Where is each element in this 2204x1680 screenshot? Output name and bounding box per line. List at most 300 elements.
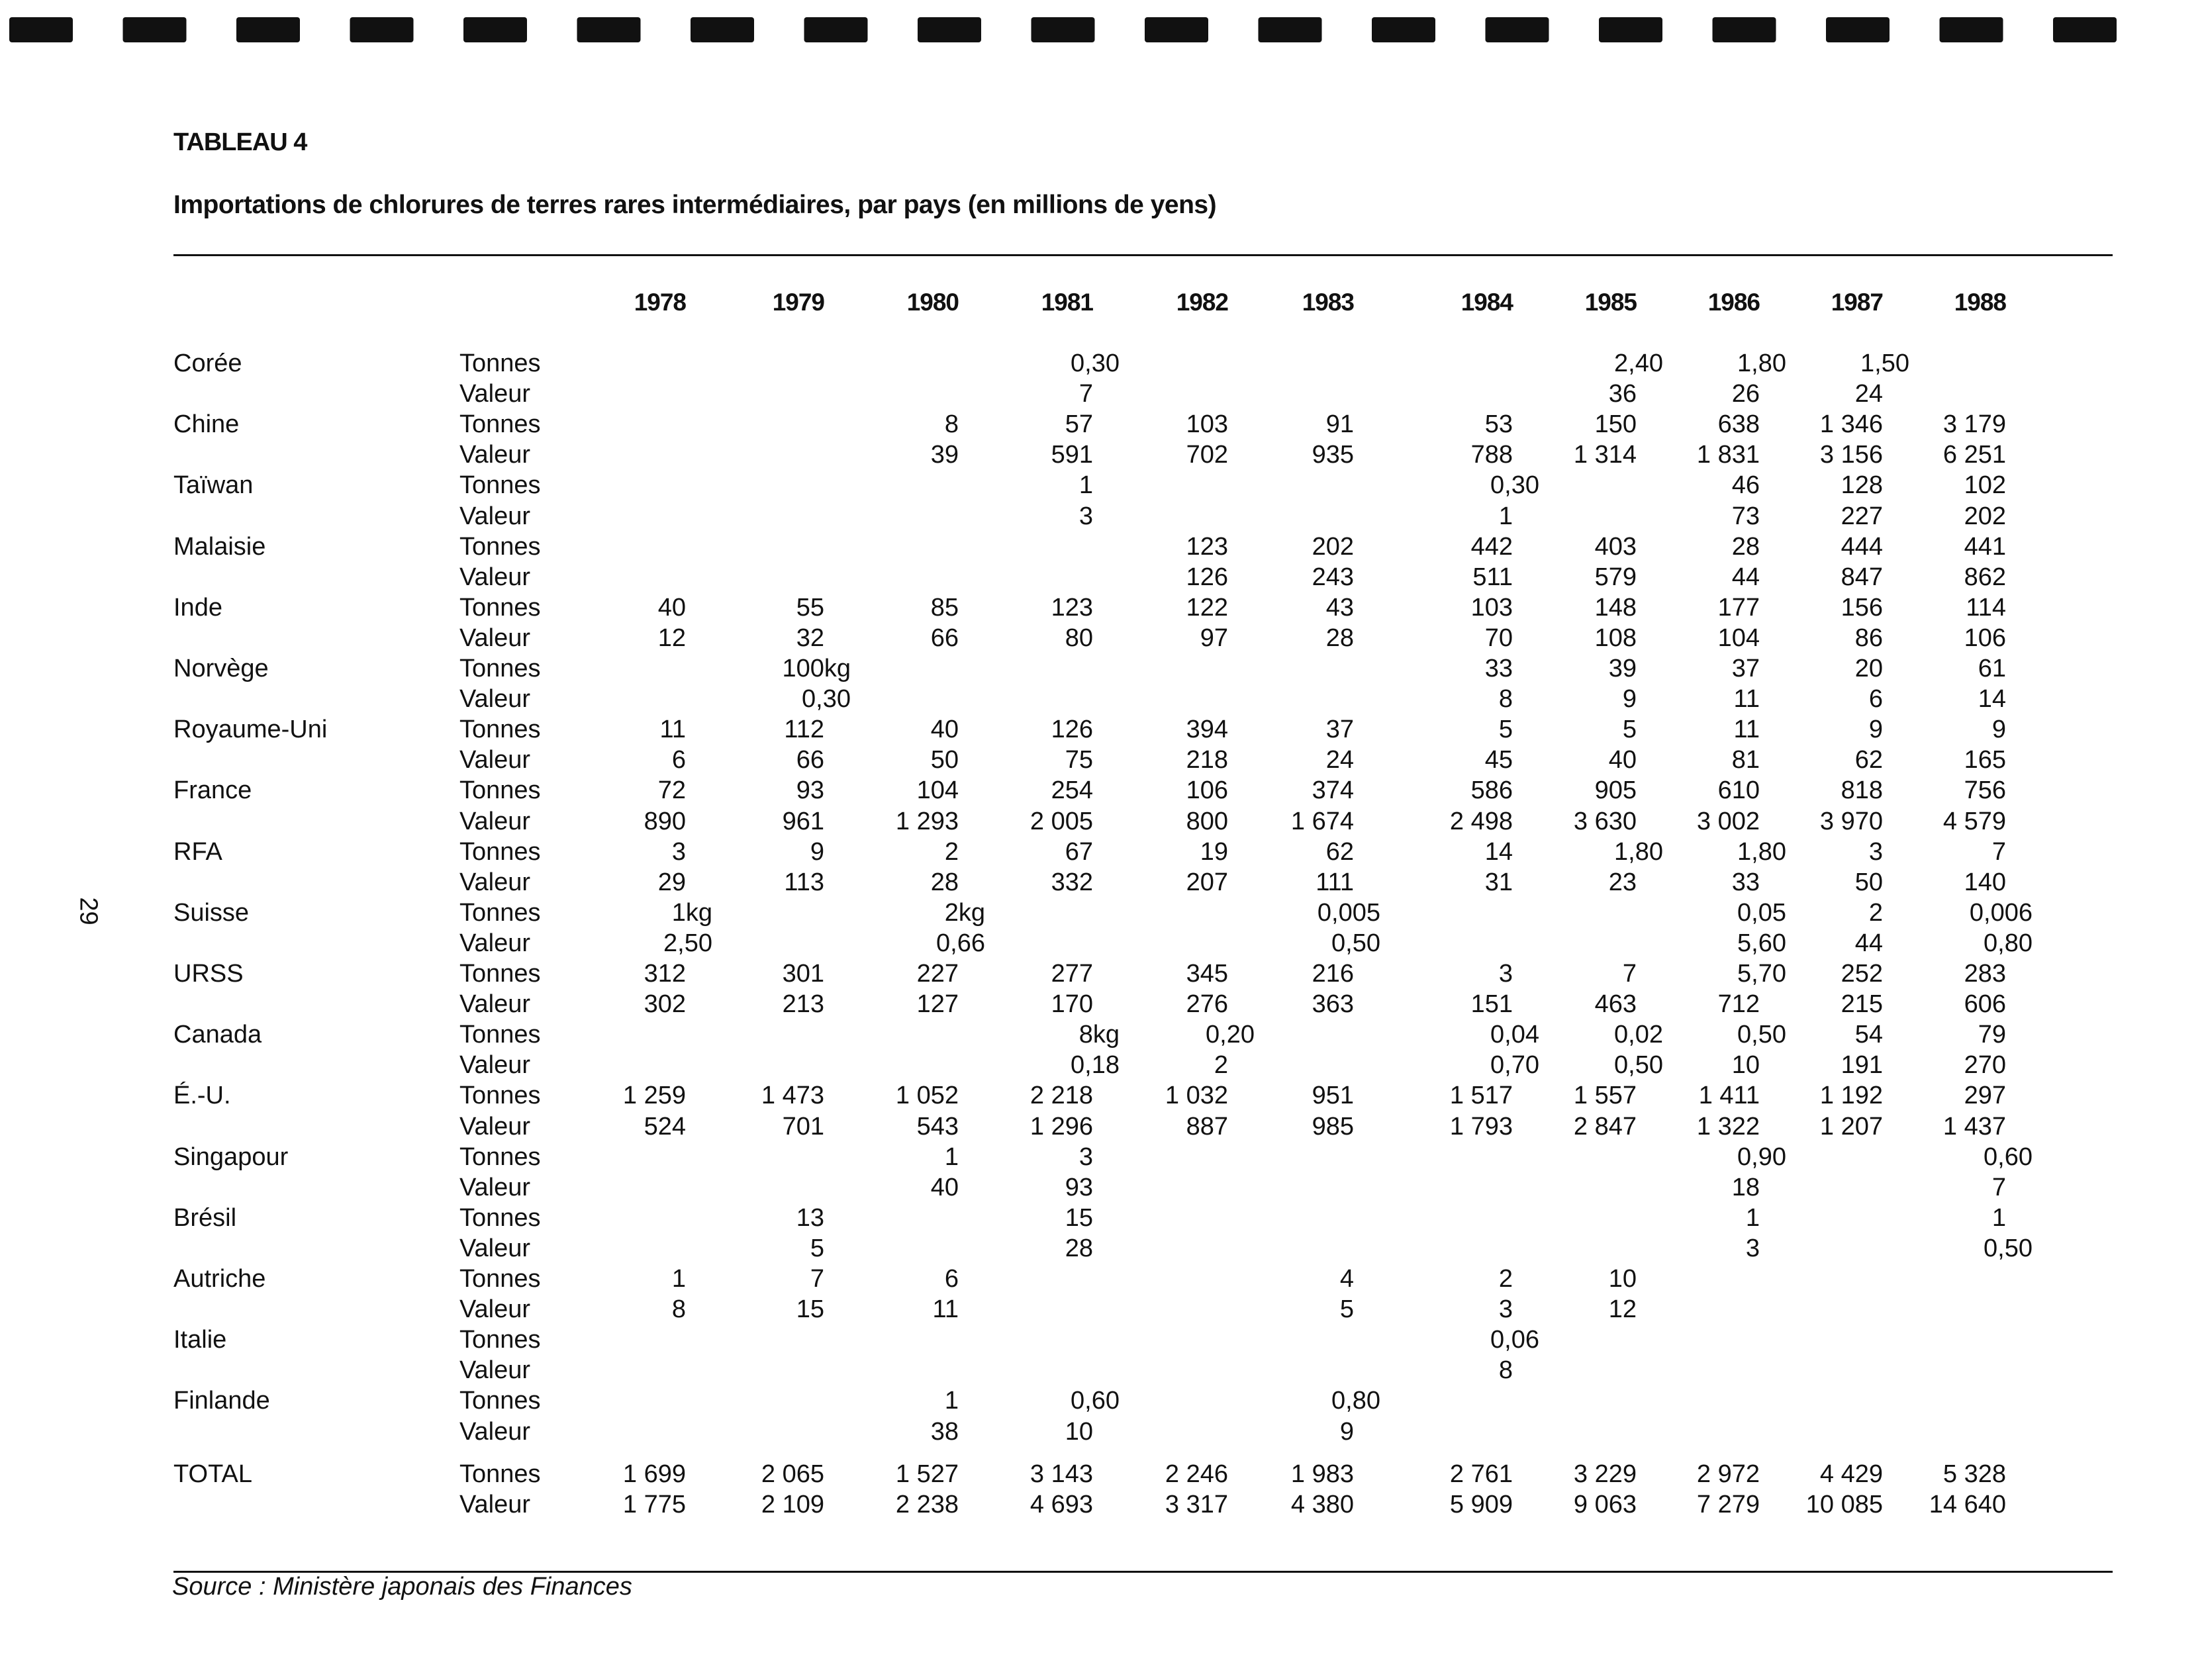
table-cell: 1 032 (1165, 1082, 1228, 1110)
country-label: Chine (173, 410, 240, 439)
year-header: 1986 (1707, 289, 1760, 316)
year-header: 1983 (1302, 289, 1354, 316)
table-cell: 1 527 (895, 1460, 959, 1488)
table-cell: 7 (1622, 960, 1637, 988)
table-cell: 36 (1608, 380, 1637, 408)
table-cell: 215 (1841, 990, 1883, 1019)
table-cell: 19 (1200, 837, 1228, 866)
table-cell: 33 (1484, 655, 1513, 682)
table-cell: 5,70 (1737, 960, 1786, 988)
table-cell: 15 (796, 1295, 824, 1324)
table-cell: 5 328 (1942, 1460, 2006, 1488)
table-cell: 57 (1065, 410, 1093, 439)
unit-label: Tonnes (459, 410, 541, 439)
table-cell: 55 (796, 593, 824, 622)
table-cell: 126 (1051, 716, 1093, 744)
table-cell: 61 (1978, 655, 2006, 682)
unit-label: Tonnes (459, 350, 541, 377)
table-cell: 37 (1325, 716, 1354, 744)
table-cell: 442 (1470, 532, 1513, 561)
table-cell: 2 246 (1165, 1460, 1228, 1488)
table-cell: 0,02 (1614, 1021, 1663, 1049)
table-cell: 151 (1470, 990, 1513, 1019)
unit-label: Tonnes (459, 1460, 541, 1488)
table-cell: 128 (1841, 471, 1883, 500)
table-cell: 0,60 (1984, 1143, 2033, 1171)
country-label: Taïwan (173, 471, 254, 500)
table-cell: 202 (1964, 502, 2006, 530)
table-cell: 374 (1312, 776, 1354, 805)
table-cell: 9 063 (1573, 1490, 1637, 1518)
unit-label: Valeur (459, 990, 531, 1019)
table-cell: 9 (810, 837, 824, 866)
unit-label: Valeur (459, 563, 531, 591)
table-cell: 1 437 (1942, 1112, 2006, 1141)
table-cell: 0,30 (1071, 350, 1120, 377)
unit-label: Valeur (459, 1173, 531, 1201)
table-cell: 8 (1498, 685, 1513, 714)
country-label: Brésil (173, 1203, 237, 1232)
table-cell: 79 (1978, 1021, 2006, 1049)
table-cell: 1 (1745, 1203, 1760, 1232)
table-cell: 18 (1731, 1173, 1760, 1201)
table-cell: 345 (1186, 960, 1228, 988)
table-cell: 701 (782, 1112, 824, 1141)
table-cell: 9 (1991, 716, 2006, 744)
unit-label: Tonnes (459, 716, 541, 744)
table-cell: 38 (930, 1417, 959, 1446)
table-cell: 254 (1051, 776, 1093, 805)
table-cell: 127 (916, 990, 959, 1019)
table-cell: 75 (1065, 746, 1093, 774)
table-cell: 0,50 (1737, 1021, 1786, 1049)
table-cell: 1 259 (622, 1082, 686, 1110)
table-cell: 26 (1731, 380, 1760, 408)
table-cell: 9 (1868, 716, 1883, 744)
table-cell: 40 (1608, 746, 1637, 774)
table-cell: 23 (1608, 868, 1637, 896)
table-cell: 0,50 (1984, 1234, 2033, 1262)
table-cell: 80 (1065, 624, 1093, 652)
table-cell: 113 (784, 868, 824, 896)
table-cell: 13 (796, 1203, 824, 1232)
table-cell: 28 (1325, 624, 1354, 652)
table-cell: 1,80 (1737, 837, 1786, 866)
unit-label: Valeur (459, 807, 531, 835)
table-cell: 6 (944, 1265, 959, 1293)
table-cell: 3 (1868, 837, 1883, 866)
table-cell: 1 192 (1819, 1082, 1883, 1110)
country-label: Royaume-Uni (173, 716, 328, 744)
table-cell: 5 909 (1449, 1490, 1513, 1518)
table-cell: 103 (1186, 410, 1228, 439)
table-cell: 788 (1470, 441, 1513, 469)
table-cell: 935 (1312, 441, 1354, 469)
country-label: Inde (173, 593, 222, 622)
table-cell: 1 674 (1290, 807, 1354, 835)
table-cell: 93 (796, 776, 824, 805)
table-cell: 756 (1964, 776, 2006, 805)
table-cell: 62 (1854, 746, 1883, 774)
table-cell: 11 (932, 1295, 959, 1324)
table-cell: 31 (1484, 868, 1513, 896)
table-cell: 1 775 (622, 1490, 686, 1518)
table-cell: 2 972 (1696, 1460, 1760, 1488)
table-cell: 28 (1065, 1234, 1093, 1262)
table-cell: 800 (1186, 807, 1228, 835)
table-cell: 7 (1991, 837, 2006, 866)
table-cell: 3 (1078, 1143, 1093, 1171)
table-cell: 4 579 (1942, 807, 2006, 835)
table-cell: 39 (930, 441, 959, 469)
unit-label: Tonnes (459, 471, 541, 500)
table-cell: 2 (944, 837, 959, 866)
table-cell: 108 (1594, 624, 1637, 652)
unit-label: Valeur (459, 380, 531, 408)
country-label: Italie (173, 1326, 227, 1354)
country-label: France (173, 776, 252, 805)
country-label: Norvège (173, 655, 269, 682)
table-cell: 67 (1065, 837, 1093, 866)
table-cell: 3 143 (1030, 1460, 1093, 1488)
table-cell: 0,80 (1331, 1387, 1380, 1415)
table-cell: 591 (1051, 441, 1093, 469)
table-cell: 28 (1731, 532, 1760, 561)
table-cell: 14 (1484, 837, 1513, 866)
year-header: 1985 (1584, 289, 1637, 316)
table-cell: 297 (1964, 1082, 2006, 1110)
table-cell: 1 473 (761, 1082, 824, 1110)
table-cell: 5 (810, 1234, 824, 1262)
source-note: Source : Ministère japonais des Finances (172, 1573, 632, 1601)
table-cell: 3 156 (1819, 441, 1883, 469)
table-cell: 961 (782, 807, 824, 835)
unit-label: Tonnes (459, 593, 541, 622)
year-header: 1988 (1954, 289, 2006, 316)
table-cell: 66 (930, 624, 959, 652)
table-cell: 243 (1312, 563, 1354, 591)
table-cell: 0,70 (1490, 1051, 1539, 1080)
table-cell: 202 (1312, 532, 1354, 561)
table-cell: 213 (782, 990, 824, 1019)
table-cell: 5,60 (1737, 929, 1786, 957)
table-cell: 2 847 (1573, 1112, 1637, 1141)
table-cell: 511 (1472, 563, 1513, 591)
unit-label: Tonnes (459, 1082, 541, 1110)
table-cell: 1,50 (1860, 350, 1909, 377)
year-header: 1980 (906, 289, 959, 316)
table-title: Importations de chlorures de terres rares intermédiaires, par pays (en millions de yens) (173, 191, 1217, 219)
table-cell: 6 251 (1942, 441, 2006, 469)
table-cell: 586 (1470, 776, 1513, 805)
table-cell: 905 (1594, 776, 1637, 805)
table-cell: 2,40 (1614, 350, 1663, 377)
country-label: Singapour (173, 1143, 289, 1171)
table-cell: 1 (944, 1387, 959, 1415)
table-cell: 1 293 (895, 807, 959, 835)
table-cell: 0,05 (1737, 898, 1786, 927)
table-cell: 3 (671, 837, 686, 866)
table-cell: 270 (1964, 1051, 2006, 1080)
table-cell: 283 (1964, 960, 2006, 988)
table-cell: 9 (1339, 1417, 1354, 1446)
unit-label: Valeur (459, 929, 531, 957)
table-cell: 24 (1325, 746, 1354, 774)
country-label: Malaisie (173, 532, 266, 561)
table-cell: 97 (1200, 624, 1228, 652)
table-cell: 4 (1339, 1265, 1354, 1293)
table-cell: 277 (1051, 960, 1093, 988)
table-cell: 6 (671, 746, 686, 774)
table-cell: 8 (671, 1295, 686, 1324)
table-cell: 4 429 (1819, 1460, 1883, 1488)
table-cell: 276 (1186, 990, 1228, 1019)
table-cell: 50 (930, 746, 959, 774)
unit-label: Valeur (459, 1234, 531, 1262)
table-cell: 53 (1484, 410, 1513, 439)
table-cell: 463 (1594, 990, 1637, 1019)
table-cell: 40 (657, 593, 686, 622)
table-cell: 1 207 (1819, 1112, 1883, 1141)
table-cell: 66 (796, 746, 824, 774)
table-cell: 14 (1978, 685, 2006, 714)
table-cell: 8 (1498, 1356, 1513, 1385)
table-cell: 20 (1854, 655, 1883, 682)
table-cell: 218 (1186, 746, 1228, 774)
table-cell: 1 296 (1030, 1112, 1093, 1141)
table-cell: 91 (1325, 410, 1354, 439)
table-cell: 0,04 (1490, 1021, 1539, 1049)
table-cell: 9 (1622, 685, 1637, 714)
table-cell: 123 (1051, 593, 1093, 622)
table-cell: 33 (1731, 868, 1760, 896)
table-cell: 985 (1312, 1112, 1354, 1141)
table-cell: 0,60 (1071, 1387, 1120, 1415)
table-cell: 3 (1498, 1295, 1513, 1324)
country-label: URSS (173, 960, 244, 988)
table-cell: 1 322 (1696, 1112, 1760, 1141)
table-cell: 7 (1991, 1173, 2006, 1201)
table-cell: 102 (1964, 471, 2006, 500)
table-cell: 156 (1841, 593, 1883, 622)
table-cell: 123 (1186, 532, 1228, 561)
table-cell: 0,80 (1984, 929, 2033, 957)
unit-label: Valeur (459, 441, 531, 469)
unit-label: Valeur (459, 868, 531, 896)
table-cell: 0,50 (1614, 1051, 1663, 1080)
table-cell: 170 (1051, 990, 1093, 1019)
table-cell: 104 (1717, 624, 1760, 652)
table-cell: 0,006 (1969, 898, 2033, 927)
table-cell: 0,06 (1490, 1326, 1539, 1354)
unit-label: Valeur (459, 1490, 531, 1518)
table-cell: 40 (930, 716, 959, 744)
table-cell: 332 (1051, 868, 1093, 896)
table-cell: 0,50 (1331, 929, 1380, 957)
unit-label: Tonnes (459, 532, 541, 561)
table-cell: 3 229 (1573, 1460, 1637, 1488)
unit-label: Tonnes (459, 1265, 541, 1293)
table-cell: 3 179 (1942, 410, 2006, 439)
table-cell: 140 (1964, 868, 2006, 896)
table-cell: 818 (1841, 776, 1883, 805)
table-cell: 1,80 (1737, 350, 1786, 377)
unit-label: Tonnes (459, 1326, 541, 1354)
table-cell: 3 002 (1696, 807, 1760, 835)
table-cell: 702 (1186, 441, 1228, 469)
table-cell: 5 (1498, 716, 1513, 744)
table-cell: 73 (1731, 502, 1760, 530)
table-cell: 1 517 (1449, 1082, 1513, 1110)
unit-label: Tonnes (459, 837, 541, 866)
table-cell: 2 065 (761, 1460, 824, 1488)
table-cell: 1 983 (1290, 1460, 1354, 1488)
table-cell: 106 (1186, 776, 1228, 805)
table-cell: 106 (1964, 624, 2006, 652)
unit-label: Valeur (459, 685, 531, 714)
unit-label: Tonnes (459, 1203, 541, 1232)
table-cell: 951 (1312, 1082, 1354, 1110)
table-cell: 444 (1841, 532, 1883, 561)
table-cell: 12 (1608, 1295, 1637, 1324)
page-number: 29 (74, 897, 103, 925)
table-cell: 610 (1717, 776, 1760, 805)
table-cell: 148 (1594, 593, 1637, 622)
table-cell: 126 (1186, 563, 1228, 591)
table-cell: 8 (944, 410, 959, 439)
table-cell: 44 (1854, 929, 1883, 957)
table-cell: 207 (1186, 868, 1228, 896)
table-cell: 103 (1470, 593, 1513, 622)
table-cell: 301 (782, 960, 824, 988)
table-cell: 1 411 (1698, 1082, 1760, 1110)
unit-label: Valeur (459, 1417, 531, 1446)
table-cell: 10 (1731, 1051, 1760, 1080)
table-cell: 45 (1484, 746, 1513, 774)
year-header: 1981 (1041, 289, 1093, 316)
year-header: 1979 (772, 289, 824, 316)
year-header: 1978 (634, 289, 686, 316)
year-header: 1982 (1176, 289, 1228, 316)
table-cell: 62 (1325, 837, 1354, 866)
table-cell: 2 218 (1030, 1082, 1093, 1110)
table-cell: 100kg (782, 655, 851, 682)
table-cell: 1 314 (1573, 441, 1637, 469)
table-cell: 0,18 (1071, 1051, 1120, 1080)
table-cell: 39 (1608, 655, 1637, 682)
table-cell: 12 (657, 624, 686, 652)
table-cell: 2 (1868, 898, 1883, 927)
unit-label: Valeur (459, 1051, 531, 1080)
unit-label: Valeur (459, 624, 531, 652)
table-cell: 216 (1312, 960, 1354, 988)
table-cell: 227 (916, 960, 959, 988)
table-cell: 2 498 (1449, 807, 1513, 835)
table-cell: 46 (1731, 471, 1760, 500)
table-cell: 1 346 (1819, 410, 1883, 439)
table-cell: 114 (1966, 593, 2006, 622)
table-cell: 50 (1854, 868, 1883, 896)
table-cell: 890 (644, 807, 686, 835)
country-label: Suisse (173, 898, 250, 927)
table-cell: 887 (1186, 1112, 1228, 1141)
table-cell: 1kg (671, 898, 712, 927)
table-cell: 3 317 (1165, 1490, 1228, 1518)
table-cell: 191 (1841, 1051, 1883, 1080)
table-cell: 394 (1186, 716, 1228, 744)
country-label: É.-U. (173, 1082, 231, 1110)
table-cell: 862 (1964, 563, 2006, 591)
table-cell: 54 (1854, 1021, 1883, 1049)
unit-label: Valeur (459, 1112, 531, 1141)
table-cell: 8kg (1078, 1021, 1120, 1049)
table-cell: 112 (784, 716, 824, 744)
unit-label: Tonnes (459, 898, 541, 927)
table-cell: 4 380 (1290, 1490, 1354, 1518)
table-cell: 29 (657, 868, 686, 896)
table-cell: 2 761 (1449, 1460, 1513, 1488)
table-cell: 252 (1841, 960, 1883, 988)
table-cell: 0,20 (1206, 1021, 1255, 1049)
table-cell: 5 (1339, 1295, 1354, 1324)
table-cell: 5 (1622, 716, 1637, 744)
unit-label: Tonnes (459, 1021, 541, 1049)
table-cell: 2 (1498, 1265, 1513, 1293)
table-cell: 1 699 (622, 1460, 686, 1488)
table-cell: 40 (930, 1173, 959, 1201)
table-cell: 3 (1745, 1234, 1760, 1262)
table-cell: 111 (1316, 868, 1354, 896)
unit-label: Valeur (459, 1356, 531, 1385)
table-cell: 2 005 (1030, 807, 1093, 835)
year-header: 1987 (1831, 289, 1883, 316)
table-cell: 10 085 (1805, 1490, 1883, 1518)
table-cell: 28 (930, 868, 959, 896)
table-cell: 37 (1731, 655, 1760, 682)
table-cell: 11 (659, 716, 686, 744)
country-label: Autriche (173, 1265, 266, 1293)
unit-label: Tonnes (459, 1387, 541, 1415)
unit-label: Tonnes (459, 1143, 541, 1171)
table-cell: 441 (1964, 532, 2006, 561)
table-cell: 2,50 (663, 929, 712, 957)
table-cell: 24 (1854, 380, 1883, 408)
table-cell: 86 (1854, 624, 1883, 652)
table-cell: 524 (644, 1112, 686, 1141)
table-cell: 0,30 (802, 685, 851, 714)
year-header: 1984 (1461, 289, 1513, 316)
unit-label: Valeur (459, 746, 531, 774)
table-cell: 43 (1325, 593, 1354, 622)
table-cell: 0,90 (1737, 1143, 1786, 1171)
table-cell: 2kg (944, 898, 985, 927)
table-cell: 363 (1312, 990, 1354, 1019)
unit-label: Valeur (459, 502, 531, 530)
table-cell: 177 (1717, 593, 1760, 622)
unit-label: Valeur (459, 1295, 531, 1324)
table-cell: 543 (916, 1112, 959, 1141)
table-cell: 1 557 (1573, 1082, 1637, 1110)
table-cell: 122 (1186, 593, 1228, 622)
table-cell: 7 (1078, 380, 1093, 408)
table-cell: 579 (1594, 563, 1637, 591)
table-cell: 3 970 (1819, 807, 1883, 835)
country-label: Corée (173, 350, 242, 377)
table-cell: 1 (671, 1265, 686, 1293)
table-cell: 10 (1065, 1417, 1093, 1446)
table-cell: 1 831 (1696, 441, 1760, 469)
table-cell: 2 238 (895, 1490, 959, 1518)
